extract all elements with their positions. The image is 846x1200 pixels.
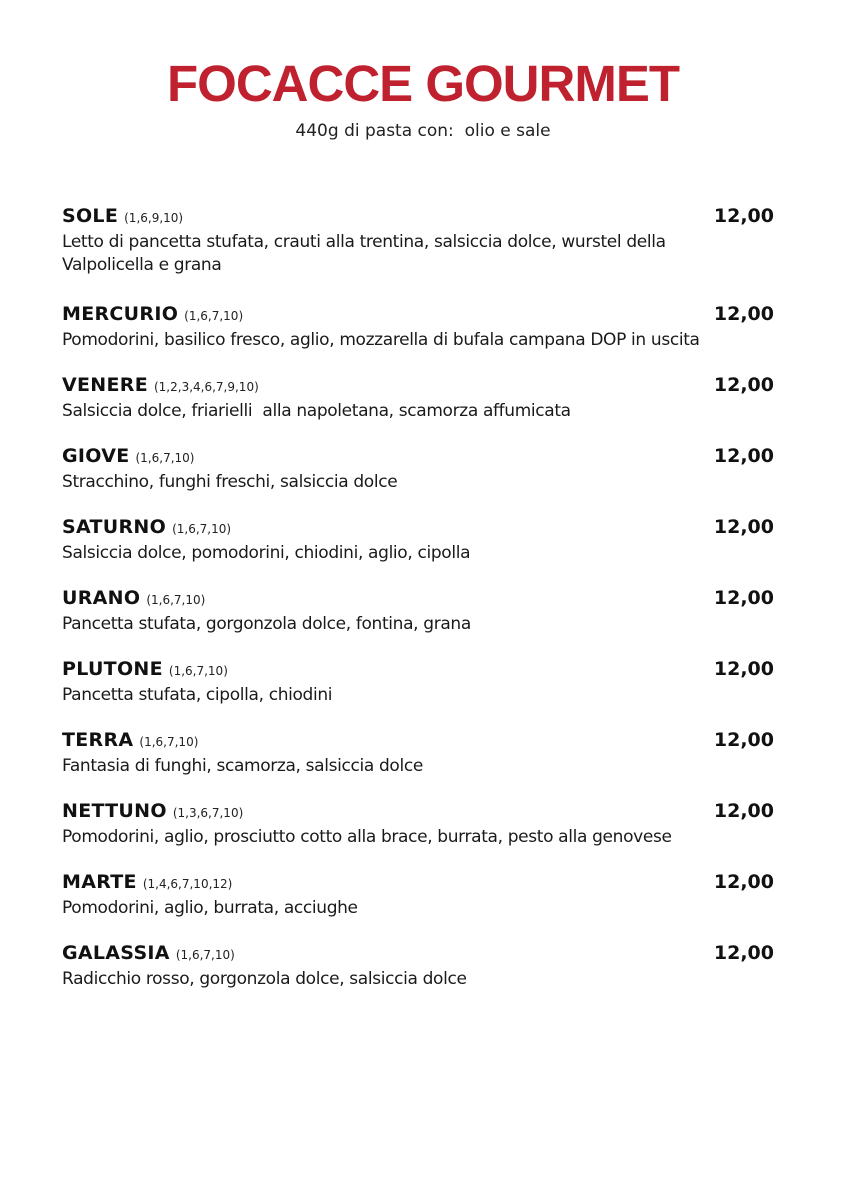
item-allergens: (1,6,7,10): [146, 593, 206, 607]
item-description: Radicchio rosso, gorgonzola dolce, salsiccia dolce: [62, 969, 467, 989]
menu-list: [62, 205, 774, 1013]
item-description: Salsiccia dolce, friarielli alla napoletana, scamorza affumicata: [62, 401, 571, 421]
menu-item-nettuno: [62, 800, 774, 849]
menu-item-mercurio: [62, 303, 774, 352]
item-description: Pomodorini, aglio, prosciutto cotto alla brace, burrata, pesto alla genovese: [62, 827, 672, 847]
item-price: 12,00: [713, 800, 774, 822]
page-subtitle: 440g di pasta con: olio e sale: [295, 121, 551, 141]
item-price: 12,00: [713, 516, 774, 538]
item-name: PLUTONE: [62, 658, 163, 680]
item-name: GIOVE: [62, 445, 130, 467]
menu-item-marte: [62, 871, 774, 920]
item-price: 12,00: [713, 303, 774, 325]
menu-item-plutone: [62, 658, 774, 707]
item-name: SATURNO: [62, 516, 167, 538]
item-description: Fantasia di funghi, scamorza, salsiccia dolce: [62, 756, 423, 776]
item-price: 12,00: [713, 729, 774, 751]
menu-item-saturno: [62, 516, 774, 565]
item-description: Pomodorini, aglio, burrata, acciughe: [62, 898, 358, 918]
item-name: GALASSIA: [62, 942, 170, 964]
menu-item-giove: [62, 445, 774, 494]
item-name: VENERE: [62, 374, 148, 396]
item-allergens: (1,6,7,10): [168, 664, 228, 678]
item-price: 12,00: [713, 374, 774, 396]
item-allergens: (1,2,3,4,6,7,9,10): [153, 380, 259, 394]
item-allergens: (1,6,7,10): [184, 309, 244, 323]
item-name: MERCURIO: [62, 303, 179, 325]
item-allergens: (1,4,6,7,10,12): [142, 877, 233, 891]
item-price: 12,00: [713, 205, 774, 227]
item-price: 12,00: [713, 658, 774, 680]
item-price: 12,00: [713, 942, 774, 964]
item-description: Pomodorini, basilico fresco, aglio, mozzarella di bufala campana DOP in uscita: [62, 330, 700, 350]
menu-item-sole: [62, 205, 774, 277]
item-allergens: (1,6,7,10): [139, 735, 199, 749]
item-description: Pancetta stufata, gorgonzola dolce, fontina, grana: [62, 614, 471, 634]
item-name: SOLE: [62, 205, 119, 227]
item-allergens: (1,6,7,10): [175, 948, 235, 962]
item-price: 12,00: [713, 587, 774, 609]
item-allergens: (1,6,7,10): [135, 451, 195, 465]
item-allergens: (1,6,7,10): [172, 522, 232, 536]
menu-item-urano: [62, 587, 774, 636]
page-title: FOCACCE GOURMET: [167, 55, 679, 112]
item-description: Salsiccia dolce, pomodorini, chiodini, aglio, cipolla: [62, 543, 471, 563]
item-allergens: (1,6,9,10): [124, 211, 184, 225]
item-price: 12,00: [713, 445, 774, 467]
item-description: Letto di pancetta stufata, crauti alla trentina, salsiccia dolce, wurstel della Valpolicella e grana: [62, 232, 666, 275]
item-description: Pancetta stufata, cipolla, chiodini: [62, 685, 333, 705]
item-name: MARTE: [62, 871, 137, 893]
menu-item-galassia: [62, 942, 774, 991]
item-allergens: (1,3,6,7,10): [172, 806, 244, 820]
menu-item-terra: [62, 729, 774, 778]
item-name: URANO: [62, 587, 141, 609]
item-price: 12,00: [713, 871, 774, 893]
item-name: TERRA: [62, 729, 134, 751]
item-description: Stracchino, funghi freschi, salsiccia dolce: [62, 472, 398, 492]
item-name: NETTUNO: [62, 800, 167, 822]
menu-item-venere: [62, 374, 774, 423]
